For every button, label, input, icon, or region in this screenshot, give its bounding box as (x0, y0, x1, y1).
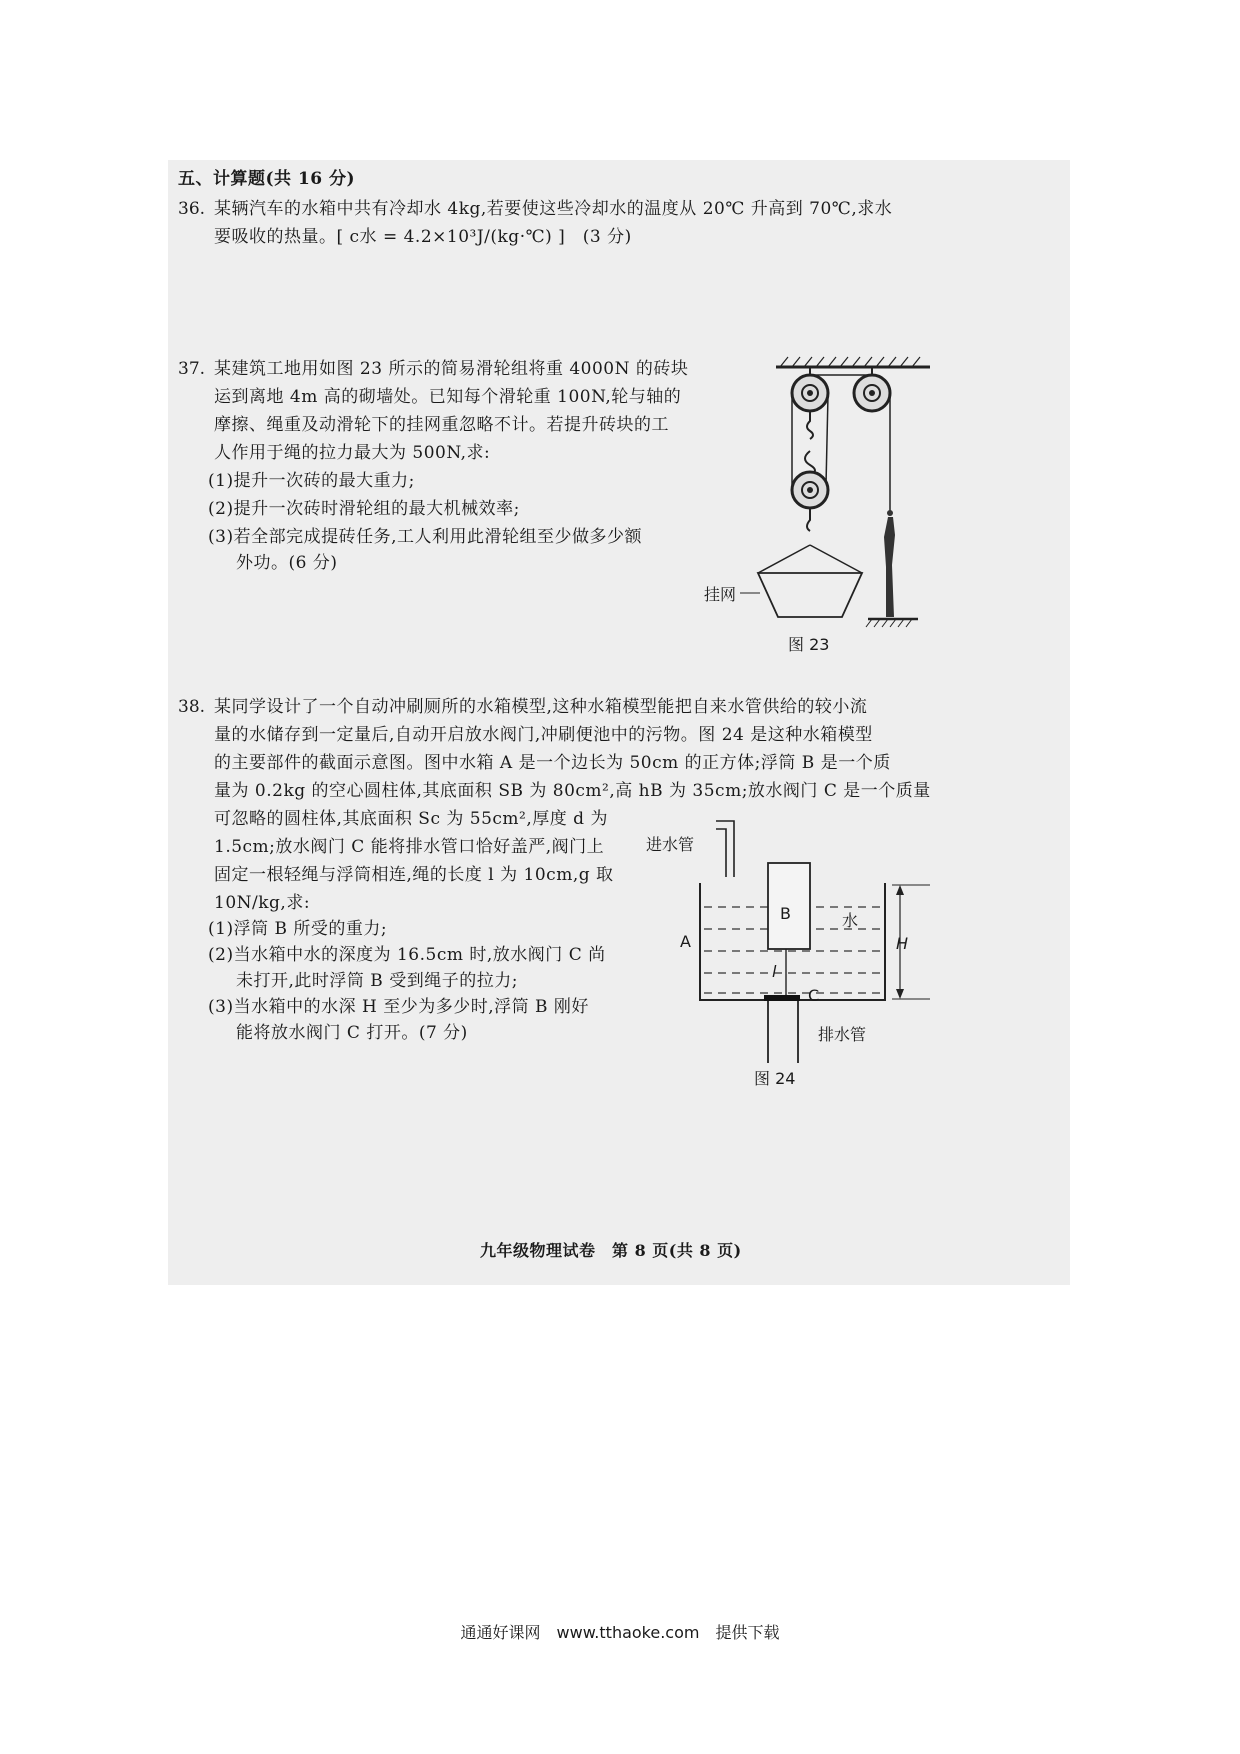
figure-23-pulley (700, 355, 940, 655)
q37-subq3: (3)若全部完成提砖任务,工人利用此滑轮组至少做多少额 (208, 527, 642, 547)
figure-24-tank (660, 815, 960, 1065)
q38-subq3: (3)当水箱中的水深 H 至少为多少时,浮筒 B 刚好 (208, 997, 589, 1017)
site-credit: 通通好课网 www.tthaoke.com 提供下载 (460, 1623, 780, 1642)
page-footer: 九年级物理试卷 第 8 页(共 8 页) (480, 1241, 742, 1260)
q38-subq2: (2)当水箱中水的深度为 16.5cm 时,放水阀门 C 尚 (208, 945, 606, 965)
net-label: 挂网 (704, 585, 737, 604)
q38-line: 可忽略的圆柱体,其底面积 Sc 为 55cm²,厚度 d 为 (214, 809, 608, 829)
q38-line: 量为 0.2kg 的空心圆柱体,其底面积 SB 为 80cm²,高 hB 为 35cm;放水阀门 C 是一个质量 (214, 781, 931, 801)
figure-23-caption: 图 23 (788, 635, 830, 654)
q38-line: 量的水储存到一定量后,自动开启放水阀门,冲刷便池中的污物。图 24 是这种水箱模型 (214, 725, 873, 745)
q38-line: 10N/kg,求: (214, 893, 311, 913)
q38-line: 1.5cm;放水阀门 C 能将排水管口恰好盖严,阀门上 (214, 837, 605, 857)
q38-subq2-cont: 未打开,此时浮筒 B 受到绳子的拉力; (236, 971, 518, 991)
inlet-label: 进水管 (646, 835, 695, 854)
scanned-page (168, 160, 1070, 1285)
q37-subq3-cont: 外功。(6 分) (236, 553, 338, 573)
outlet-label: 排水管 (818, 1025, 867, 1044)
q38-line: 的主要部件的截面示意图。图中水箱 A 是一个边长为 50cm 的正方体;浮筒 B 是一个质 (214, 753, 891, 773)
q38-subq3-cont: 能将放水阀门 C 打开。(7 分) (236, 1023, 468, 1043)
q38-number: 38. (178, 697, 206, 717)
tank-a-wall (700, 883, 768, 1000)
q37-subq2: (2)提升一次砖时滑轮组的最大机械效率; (208, 499, 520, 519)
q36-number: 36. (178, 199, 206, 219)
q38-line: 固定一根轻绳与浮筒相连,绳的长度 l 为 10cm,g 取 (214, 865, 614, 885)
q36-line1: 某辆汽车的水箱中共有冷却水 4kg,若要使这些冷却水的温度从 20℃ 升高到 70℃,求水 (214, 199, 893, 219)
q37-line: 摩擦、绳重及动滑轮下的挂网重忽略不计。若提升砖块的工 (214, 415, 669, 435)
q37-subq1: (1)提升一次砖的最大重力; (208, 471, 415, 491)
water-label: 水 (842, 911, 859, 930)
worker-figure (884, 517, 895, 617)
q37-number: 37. (178, 359, 206, 379)
hanging-net (758, 573, 862, 617)
valve-c-label: C (808, 986, 820, 1005)
q36-line2: 要吸收的热量。[ c水 = 4.2×10³J/(kg·℃) ] (3 分) (214, 227, 632, 247)
q37-line: 某建筑工地用如图 23 所示的简易滑轮组将重 4000N 的砖块 (214, 359, 689, 379)
q38-line: 某同学设计了一个自动冲刷厕所的水箱模型,这种水箱模型能把自来水管供给的较小流 (214, 697, 868, 717)
h-label: H (896, 934, 909, 953)
q37-line: 人作用于绳的拉力最大为 500N,求: (214, 443, 491, 463)
q37-line: 运到离地 4m 高的砌墙处。已知每个滑轮重 100N,轮与轴的 (214, 387, 682, 407)
section-title: 五、计算题(共 16 分) (178, 169, 356, 189)
figure-24-caption: 图 24 (754, 1069, 796, 1088)
string-l-label: l (772, 962, 777, 981)
tank-a-label: A (680, 932, 691, 951)
q38-subq1: (1)浮筒 B 所受的重力; (208, 919, 388, 939)
float-b-label: B (780, 904, 791, 923)
valve-c (764, 995, 800, 1001)
